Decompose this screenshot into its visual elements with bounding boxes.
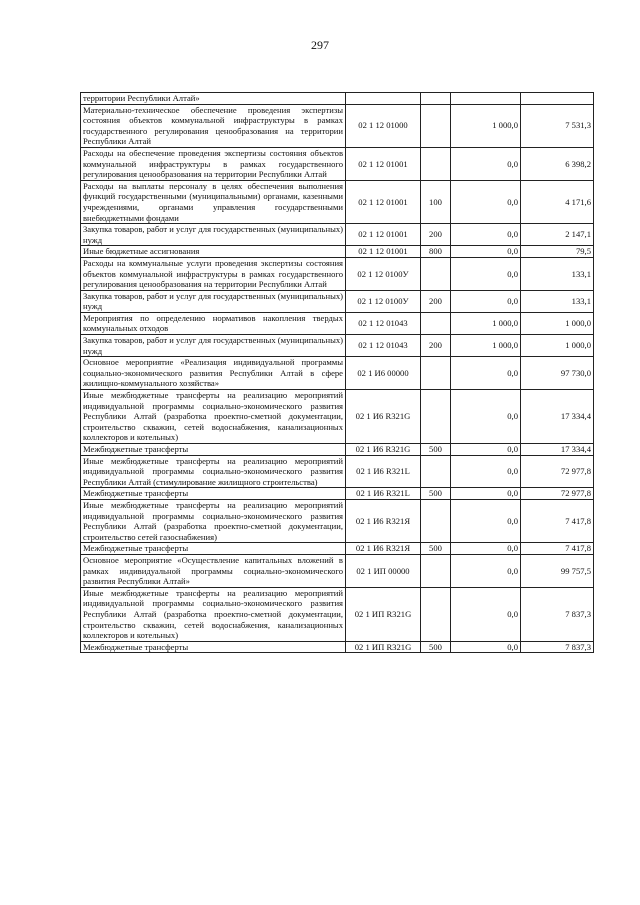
row-value-1: 0,0 bbox=[451, 257, 521, 290]
row-name: Закупка товаров, работ и услуг для государственных (муниципальных) нужд bbox=[81, 335, 346, 357]
row-type bbox=[421, 390, 451, 444]
row-type bbox=[421, 587, 451, 641]
page-number: 297 bbox=[311, 38, 329, 52]
table-row bbox=[81, 444, 594, 456]
row-value-2: 17 334,4 bbox=[521, 390, 594, 444]
row-code: 02 1 12 01001 bbox=[346, 147, 421, 180]
table-row bbox=[81, 641, 594, 653]
row-type: 500 bbox=[421, 488, 451, 500]
row-value-2: 2 147,1 bbox=[521, 224, 594, 246]
row-value-2: 79,5 bbox=[521, 246, 594, 258]
row-type bbox=[421, 147, 451, 180]
row-value-1: 0,0 bbox=[451, 147, 521, 180]
row-value-1: 0,0 bbox=[451, 390, 521, 444]
table-row bbox=[81, 587, 594, 641]
row-name: Межбюджетные трансферты bbox=[81, 641, 346, 653]
table-row bbox=[81, 104, 594, 147]
row-value-1: 0,0 bbox=[451, 290, 521, 312]
row-value-2: 97 730,0 bbox=[521, 357, 594, 390]
row-code: 02 1 И6 R321G bbox=[346, 444, 421, 456]
row-code: 02 1 И6 00000 bbox=[346, 357, 421, 390]
row-type: 500 bbox=[421, 543, 451, 555]
row-type bbox=[421, 312, 451, 334]
row-name: Иные межбюджетные трансферты на реализацию мероприятий индивидуальной программы социально-экономического развития Республики Алтай (разработка проектно-сметной документации, строительство сетей газоснабжения) bbox=[81, 499, 346, 542]
row-value-2: 72 977,8 bbox=[521, 488, 594, 500]
row-code: 02 1 12 01001 bbox=[346, 246, 421, 258]
row-type bbox=[421, 455, 451, 488]
row-type bbox=[421, 257, 451, 290]
row-code: 02 1 ИП R321G bbox=[346, 587, 421, 641]
row-code: 02 1 И6 R321L bbox=[346, 488, 421, 500]
table-row bbox=[81, 357, 594, 390]
row-value-2: 133,1 bbox=[521, 257, 594, 290]
row-code: 02 1 12 0100У bbox=[346, 257, 421, 290]
row-type bbox=[421, 554, 451, 587]
row-value-1: 0,0 bbox=[451, 587, 521, 641]
row-name: Иные межбюджетные трансферты на реализацию мероприятий индивидуальной программы социально-экономического развития Республики Алтай (разработка проектно-сметной документации, строительство скважин, сетей водоснабжения, канализационных коллекторов и котельных) bbox=[81, 587, 346, 641]
table-row bbox=[81, 499, 594, 542]
row-code: 02 1 12 01001 bbox=[346, 224, 421, 246]
row-value-2: 7 531,3 bbox=[521, 104, 594, 147]
row-name: Мероприятия по определению нормативов накопления твердых коммунальных отходов bbox=[81, 312, 346, 334]
row-value-1: 0,0 bbox=[451, 444, 521, 456]
row-value-2: 72 977,8 bbox=[521, 455, 594, 488]
row-value-1: 0,0 bbox=[451, 488, 521, 500]
row-value-1: 0,0 bbox=[451, 543, 521, 555]
row-code: 02 1 И6 R321Я bbox=[346, 543, 421, 555]
row-value-1: 1 000,0 bbox=[451, 104, 521, 147]
row-code: 02 1 И6 R321Я bbox=[346, 499, 421, 542]
row-type: 200 bbox=[421, 335, 451, 357]
row-value-2: 7 837,3 bbox=[521, 641, 594, 653]
row-value-1: 0,0 bbox=[451, 246, 521, 258]
table-row bbox=[81, 147, 594, 180]
table-row bbox=[81, 257, 594, 290]
row-name: Закупка товаров, работ и услуг для государственных (муниципальных) нужд bbox=[81, 224, 346, 246]
table-row bbox=[81, 455, 594, 488]
row-value-2: 1 000,0 bbox=[521, 312, 594, 334]
row-value-2: 99 757,5 bbox=[521, 554, 594, 587]
row-name: Основное мероприятие «Реализация индивидуальной программы социально-экономического развития Республики Алтай в сфере жилищно-коммунального хозяйства» bbox=[81, 357, 346, 390]
row-code: 02 1 ИП 00000 bbox=[346, 554, 421, 587]
row-name: Иные межбюджетные трансферты на реализацию мероприятий индивидуальной программы социально-экономического развития Республики Алтай (стимулирование жилищного строительства) bbox=[81, 455, 346, 488]
row-name: Межбюджетные трансферты bbox=[81, 488, 346, 500]
row-name: Расходы на коммунальные услуги проведения экспертизы состояния объектов коммунальной инфраструктуры в рамках государственного регулирования ценообразования на территории Республики Алтай bbox=[81, 257, 346, 290]
row-value-1: 0,0 bbox=[451, 499, 521, 542]
table-row bbox=[81, 224, 594, 246]
row-type bbox=[421, 357, 451, 390]
table-row bbox=[81, 312, 594, 334]
row-type bbox=[421, 93, 451, 105]
row-value-2: 4 171,6 bbox=[521, 180, 594, 223]
row-name: Иные межбюджетные трансферты на реализацию мероприятий индивидуальной программы социально-экономического развития Республики Алтай (разработка проектно-сметной документации, строительство скважин, сетей водоснабжения, канализационных коллекторов и котельных) bbox=[81, 390, 346, 444]
row-type bbox=[421, 104, 451, 147]
table-row bbox=[81, 390, 594, 444]
row-value-2: 133,1 bbox=[521, 290, 594, 312]
table-row bbox=[81, 246, 594, 258]
row-type: 200 bbox=[421, 224, 451, 246]
row-name: Межбюджетные трансферты bbox=[81, 444, 346, 456]
row-name: Межбюджетные трансферты bbox=[81, 543, 346, 555]
row-value-1: 1 000,0 bbox=[451, 312, 521, 334]
row-type: 100 bbox=[421, 180, 451, 223]
table-row bbox=[81, 93, 594, 105]
row-value-2: 6 398,2 bbox=[521, 147, 594, 180]
table-row bbox=[81, 554, 594, 587]
row-value-2: 1 000,0 bbox=[521, 335, 594, 357]
row-type bbox=[421, 499, 451, 542]
row-name: Закупка товаров, работ и услуг для государственных (муниципальных) нужд bbox=[81, 290, 346, 312]
row-name: Расходы на обеспечение проведения экспертизы состояния объектов коммунальной инфраструктуры в рамках государственного регулирования ценообразования на территории Республики Алтай bbox=[81, 147, 346, 180]
row-value-2: 7 837,3 bbox=[521, 587, 594, 641]
row-code bbox=[346, 93, 421, 105]
row-type: 500 bbox=[421, 444, 451, 456]
table-row bbox=[81, 543, 594, 555]
row-code: 02 1 12 01001 bbox=[346, 180, 421, 223]
row-code: 02 1 И6 R321G bbox=[346, 390, 421, 444]
row-value-1: 0,0 bbox=[451, 180, 521, 223]
row-value-1: 0,0 bbox=[451, 641, 521, 653]
row-type: 200 bbox=[421, 290, 451, 312]
row-type: 800 bbox=[421, 246, 451, 258]
row-value-2 bbox=[521, 93, 594, 105]
row-name: Материально-техническое обеспечение проведения экспертизы состояния объектов коммунальной инфраструктуры в рамках государственного регулирования ценообразования на территории Республики Алтай bbox=[81, 104, 346, 147]
row-value-2: 7 417,8 bbox=[521, 499, 594, 542]
row-value-1: 0,0 bbox=[451, 554, 521, 587]
row-value-1: 0,0 bbox=[451, 357, 521, 390]
table-row bbox=[81, 488, 594, 500]
row-value-1: 0,0 bbox=[451, 224, 521, 246]
row-code: 02 1 12 01000 bbox=[346, 104, 421, 147]
table-row bbox=[81, 290, 594, 312]
row-code: 02 1 12 01043 bbox=[346, 312, 421, 334]
row-type: 500 bbox=[421, 641, 451, 653]
row-code: 02 1 12 0100У bbox=[346, 290, 421, 312]
row-name: Расходы на выплаты персоналу в целях обеспечения выполнения функций государственными (муниципальными) органами, казенными учреждениями, органами управления государственными внебюджетными фондами bbox=[81, 180, 346, 223]
row-value-1 bbox=[451, 93, 521, 105]
table-row bbox=[81, 335, 594, 357]
budget-table bbox=[80, 92, 594, 653]
table-row bbox=[81, 180, 594, 223]
row-value-2: 17 334,4 bbox=[521, 444, 594, 456]
row-value-1: 0,0 bbox=[451, 455, 521, 488]
row-name: территории Республики Алтай» bbox=[81, 93, 346, 105]
row-code: 02 1 12 01043 bbox=[346, 335, 421, 357]
row-code: 02 1 ИП R321G bbox=[346, 641, 421, 653]
row-value-2: 7 417,8 bbox=[521, 543, 594, 555]
row-name: Основное мероприятие «Осуществление капитальных вложений в рамках индивидуальной программы социально-экономического развития Республики Алтай» bbox=[81, 554, 346, 587]
row-value-1: 1 000,0 bbox=[451, 335, 521, 357]
row-code: 02 1 И6 R321L bbox=[346, 455, 421, 488]
row-name: Иные бюджетные ассигнования bbox=[81, 246, 346, 258]
